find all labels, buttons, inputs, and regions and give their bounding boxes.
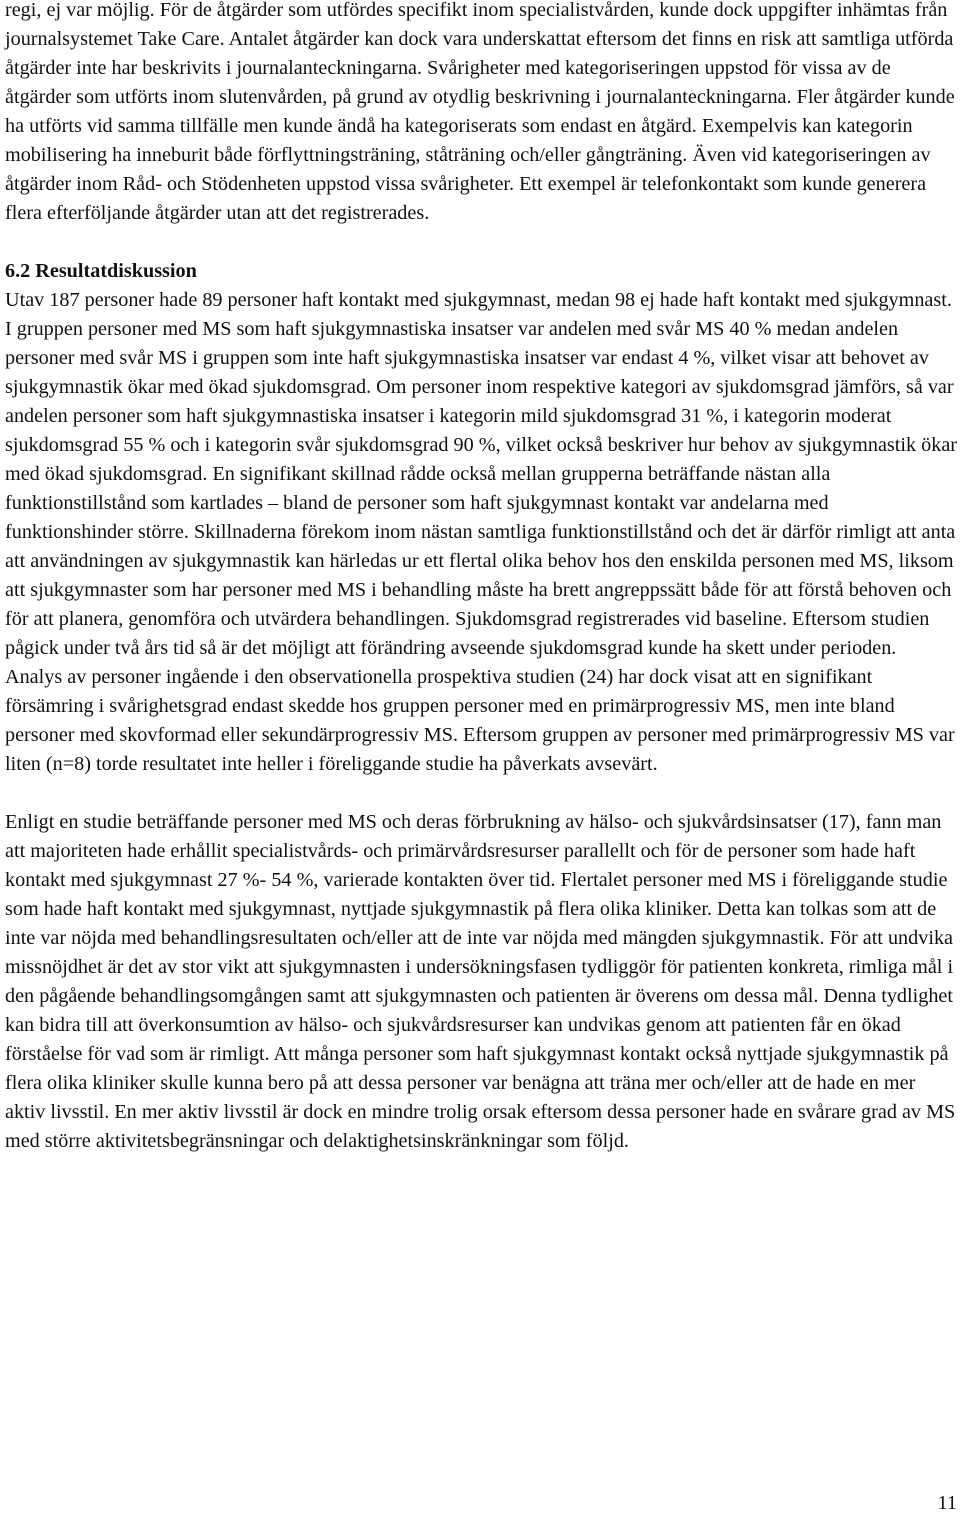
- body-paragraph-results-discussion: Utav 187 personer hade 89 personer haft kontakt med sjukgymnast, medan 98 ej hade haft kontakt med sjukgymnast. I gruppen personer med MS som haft sjukgymnastiska insatser var andelen med svår MS 40 % medan andelen personer med svår MS i gruppen som inte haft sjukgymnastiska insatser var endast 4 %, vilket visar att behovet av sjukgymnastik ökar med ökad sjukdomsgrad. Om personer inom respektive kategori av sjukdomsgrad jämförs, så var andelen personer som haft sjukgymnastiska insatser i kategorin mild sjukdomsgrad 31 %, i kategorin moderat sjukdomsgrad 55 % och i kategorin svår sjukdomsgrad 90 %, vilket också beskriver hur behov av sjukgymnastik ökar med ökad sjukdomsgrad. En signifikant skillnad rådde också mellan grupperna beträffande nästan alla funktionstillstånd som kartlades – bland de personer som haft sjukgymnast kontakt var andelarna med funktionshinder större. Skillnaderna förekom inom nästan samtliga funktionstillstånd och det är därför rimligt att anta att användningen av sjukgymnastik kan härledas ur ett flertal olika behov hos den enskilda personen med MS, liksom att sjukgymnaster som har personer med MS i behandling måste ha brett angreppssätt både för att förstå behoven och för att planera, genomföra och utvärdera behandlingen. Sjukdomsgrad registrerades vid baseline. Eftersom studien pågick under två års tid så är det möjligt att förändring avseende sjukdomsgrad kunde ha skett under perioden. Analys av personer ingående i den observationella prospektiva studien (24) har dock visat att en signifikant försämring i svårighetsgrad endast skedde hos gruppen personer med en primärprogressiv MS, men inte bland personer med skovformad eller sekundärprogressiv MS. Eftersom gruppen av personer med primärprogressiv MS var liten (n=8) torde resultatet inte heller i föreliggande studie ha påverkats avsevärt.: [5, 289, 957, 775]
- body-paragraph-resource-use: Enligt en studie beträffande personer med MS och deras förbrukning av hälso- och sjukvårdsinsatser (17), fann man att majoriteten hade erhållit specialistvårds- och primärvårdsresurser parallellt och för de personer som hade haft kontakt med sjukgymnast 27 %- 54 %, varierade kontakten över tid. Flertalet personer med MS i föreliggande studie som hade haft kontakt med sjukgymnast, nyttjade sjukgymnastik på flera olika kliniker. Detta kan tolkas som att de inte var nöjda med behandlingsresultaten och/eller att de inte var nöjda med mängden sjukgymnastik. För att undvika missnöjdhet är det av stor vikt att sjukgymnasten i undersökningsfasen tydliggör för patienten konkreta, rimliga mål i den pågående behandlingsomgången samt att sjukgymnasten och patienten är överens om dessa mål. Denna tydlighet kan bidra till att överkonsumtion av hälso- och sjukvårdsresurser kan undvikas genom att patienten får en ökad förståelse för vad som är rimligt. Att många personer som haft sjukgymnast kontakt också nyttjade sjukgymnastik på flera olika kliniker skulle kunna bero på att dessa personer var benägna att träna mer och/eller att de hade en mer aktiv livsstil. En mer aktiv livsstil är dock en mindre trolig orsak eftersom dessa personer hade en svårare grad av MS med större aktivitetsbegränsningar och delaktighetsinskränkningar som följd.: [5, 811, 956, 1152]
- body-paragraph-methods-discussion: regi, ej var möjlig. För de åtgärder som utfördes specifikt inom specialistvården, kunde dock uppgifter inhämtas från journalsystemet Take Care. Antalet åtgärder kan dock vara underskattat eftersom det finns en risk att samtliga utförda åtgärder inte har beskrivits i journalanteckningarna. Svårigheter med kategoriseringen uppstod för vissa av de åtgärder som utförts inom slutenvården, på grund av otydlig beskrivning i journalanteckningarna. Fler åtgärder kunde ha utförts vid samma tillfälle men kunde ändå ha kategoriserats som endast en åtgärd. Exempelvis kan kategorin mobilisering ha inneburit både förflyttningsträning, ståträning och/eller gångträning. Även vid kategoriseringen av åtgärder inom Råd- och Stödenheten uppstod vissa svårigheter. Ett exempel är telefonkontakt som kunde generera flera efterföljande åtgärder utan att det registrerades.: [5, 0, 955, 224]
- document-page: [5, 0, 957, 1156]
- page-number: 11: [937, 1492, 957, 1514]
- section-heading: 6.2 Resultatdiskussion: [5, 260, 197, 282]
